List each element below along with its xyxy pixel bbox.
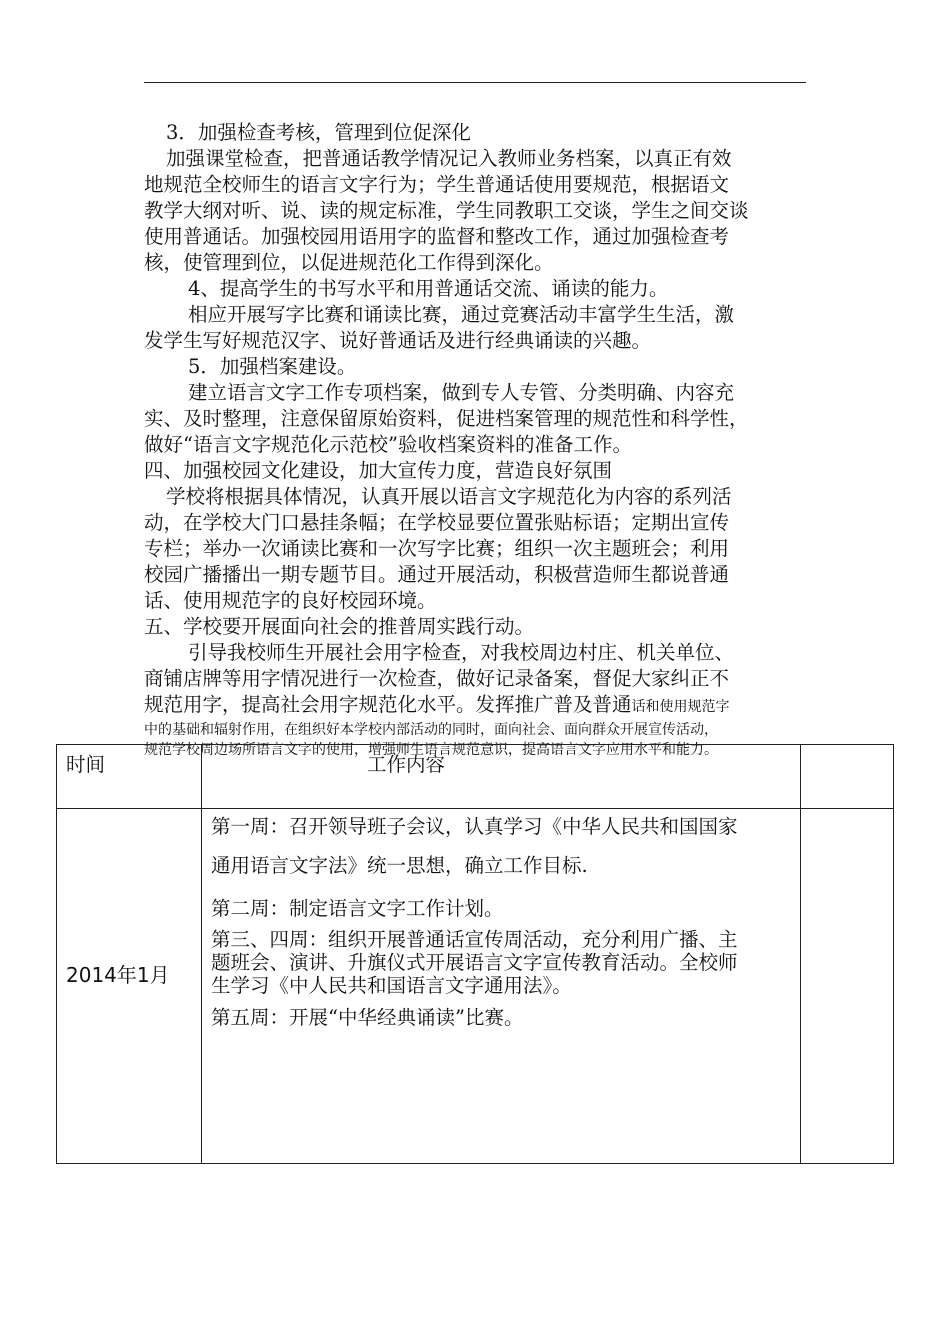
paragraph-line: 实、及时整理，注意保留原始资料，促进档案管理的规范性和科学性， — [144, 407, 749, 430]
week-item: 第二周：制定语言文字工作计划。 — [211, 897, 504, 920]
header-time: 时间 — [66, 753, 106, 776]
week-item: 生学习《中人民共和国语言文字通用法》。 — [211, 974, 572, 997]
paragraph-line: 相应开展写字比赛和诵读比赛，通过竞赛活动丰富学生生活，激 — [188, 303, 735, 326]
header-content: 工作内容 — [367, 753, 446, 776]
paragraph-line: 教学大纲对听、说、读的规定标准，学生同教职工交谈，学生之间交谈 — [144, 199, 749, 222]
paragraph-line-main: 规范用字，提高社会用字规范化水平。发挥推广普及普通 — [144, 693, 632, 716]
document-body — [144, 120, 808, 760]
paragraph-line-small: 话和使用规范字 — [631, 699, 730, 715]
paragraph-line: 使用普通话。加强校园用语用字的监督和整改工作，通过加强检查考 — [144, 225, 730, 248]
header-rule — [144, 82, 806, 83]
week-item: 第一周：召开领导班子会议，认真学习《中华人民共和国国家 — [211, 815, 738, 838]
paragraph-line-small: 中的基础和辐射作用，在组织好本学校内部活动的同时，面向社会、面向群众开展宣传活动， — [144, 722, 718, 738]
paragraph-line — [144, 692, 808, 720]
week-item: 第三、四周：组织开展普通话宣传周活动，充分利用广播、主 — [211, 928, 738, 951]
heading-item-4: 4、提高学生的书写水平和用普通话交流、诵读的能力。 — [188, 277, 669, 300]
section-heading-4: 四、加强校园文化建设，加大宣传力度，营造良好氛围 — [144, 459, 613, 482]
paragraph-line: 动，在学校大门口悬挂条幅；在学校显要位置张贴标语；定期出宣传 — [144, 511, 730, 534]
paragraph-line: 发学生写好规范汉字、说好普通话及进行经典诵读的兴趣。 — [144, 329, 652, 352]
paragraph-line: 加强课堂检查，把普通话教学情况记入教师业务档案，以真正有效 — [166, 147, 732, 170]
paragraph-line: 引导我校师生开展社会用字检查，对我校周边村庄、机关单位、 — [188, 641, 735, 664]
heading-item-3: 3．加强检查考核，管理到位促深化 — [166, 121, 471, 144]
paragraph-line: 核，使管理到位，以促进规范化工作得到深化。 — [144, 251, 554, 274]
week-item: 题班会、演讲、升旗仪式开展语言文字宣传教育活动。全校师 — [211, 951, 738, 974]
paragraph-line: 话、使用规范字的良好校园环境。 — [144, 589, 437, 612]
paragraph-line: 地规范全校师生的语言文字行为；学生普通话使用要规范，根据语文 — [144, 173, 730, 196]
paragraph-line: 专栏；举办一次诵读比赛和一次写字比赛；组织一次主题班会；利用 — [144, 537, 730, 560]
paragraph-line: 做好“语言文字规范化示范校”验收档案资料的准备工作。 — [144, 433, 632, 456]
heading-item-5: 5．加强档案建设。 — [188, 355, 357, 378]
schedule-table — [56, 744, 894, 1164]
paragraph-line: 校园广播播出一期专题节目。通过开展活动，积极营造师生都说普通 — [144, 563, 730, 586]
section-heading-5: 五、学校要开展面向社会的推普周实践行动。 — [144, 615, 535, 638]
week-item: 通用语言文字法》统一思想，确立工作目标. — [211, 854, 588, 877]
week-item: 第五周：开展“中华经典诵读”比赛。 — [211, 1006, 524, 1029]
table-row-divider — [57, 808, 893, 809]
date-cell: 2014年1月 — [66, 963, 170, 987]
paragraph-line: 建立语言文字工作专项档案，做到专人专管、分类明确、内容充 — [188, 381, 735, 404]
paragraph-line: 学校将根据具体情况，认真开展以语言文字规范化为内容的系列活 — [166, 485, 732, 508]
paragraph-line-small: 规范学校周边场所语言文字的使用，增强师生语言规范意识，提高语言文字应用水平和能力。 — [144, 742, 718, 758]
paragraph-line: 商铺店牌等用字情况进行一次检查，做好记录备案，督促大家纠正不 — [144, 667, 730, 690]
